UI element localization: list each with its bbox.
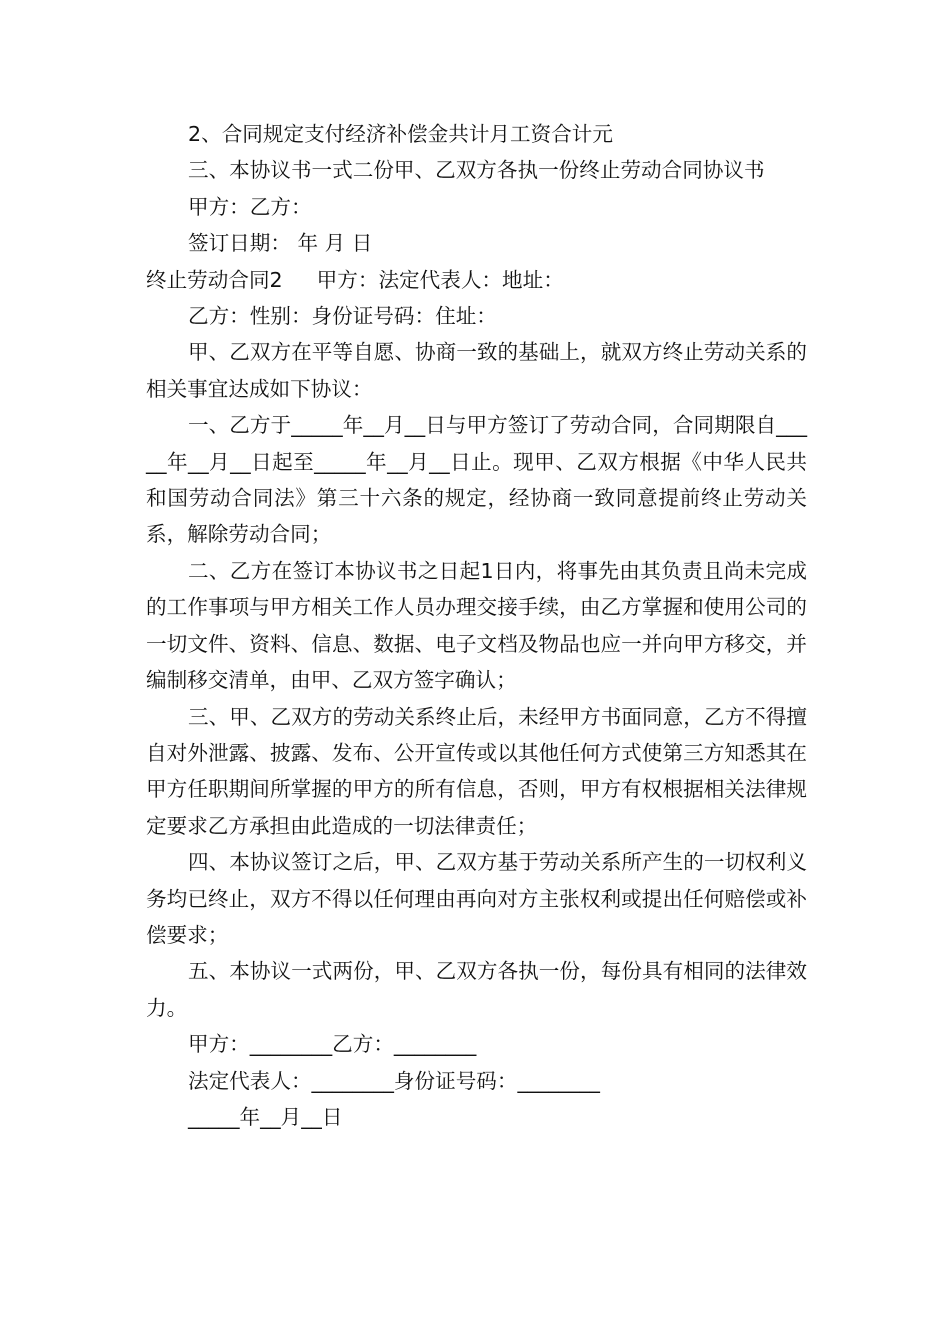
paragraph-copies: 三、本协议书一式二份甲、乙双方各执一份终止劳动合同协议书 [188,158,765,183]
signature-date-line: _____年__月__日 [188,1104,343,1129]
signature-representative-line: 法定代表人：________身份证号码：________ [188,1068,600,1093]
clause-four: 四、本协议签订之后，甲、乙双方基于劳动关系所产生的一切权利义务均已终止，双方不得以任何理由再向对方主张权利或提出任何赔偿或补偿要求； [146,850,807,947]
section-heading [146,262,807,298]
clause-three: 三、甲、乙双方的劳动关系终止后，未经甲方书面同意，乙方不得擅自对外泄露、披露、发布、公开宣传或以其他任何方式使第三方知悉其在甲方任职期间所掌握的甲方的所有信息，否则，甲方有权根据相关法律规定要求乙方承担由此造成的一切法律责任； [146,704,807,838]
party-a-info: 甲方：法定代表人：地址： [316,267,564,292]
paragraph-signatories: 甲方：乙方： [188,194,312,219]
section-title: 终止劳动合同2 [146,267,283,292]
paragraph-sign-date: 签订日期： 年 月 日 [188,231,373,256]
clause-two: 二、乙方在签订本协议书之日起1日内，将事先由其负责且尚未完成的工作事项与甲方相关工作人员办理交接手续，由乙方掌握和使用公司的一切文件、资料、信息、数据、电子文档及物品也应一并向甲方移交，并编制移交清单，由甲、乙双方签字确认； [146,558,807,693]
clause-one: 一、乙方于_____年__月__日与甲方签订了劳动合同，合同期限自_____年__月__日起至_____年__月__日止。现甲、乙双方根据《中华人民共和国劳动合同法》第三十六条的规定，经协商一致同意提前终止劳动关系，解除劳动合同； [146,413,807,547]
party-b-info: 乙方：性别：身份证号码：住址： [188,304,497,329]
signature-parties-line: 甲方：________乙方：________ [188,1032,477,1057]
preamble-paragraph: 甲、乙双方在平等自愿、协商一致的基础上，就双方终止劳动关系的相关事宜达成如下协议： [146,340,807,401]
clause-five: 五、本协议一式两份，甲、乙双方各执一份，每份具有相同的法律效力。 [146,959,807,1020]
paragraph-compensation: 2、合同规定支付经济补偿金共计月工资合计元 [188,122,613,146]
